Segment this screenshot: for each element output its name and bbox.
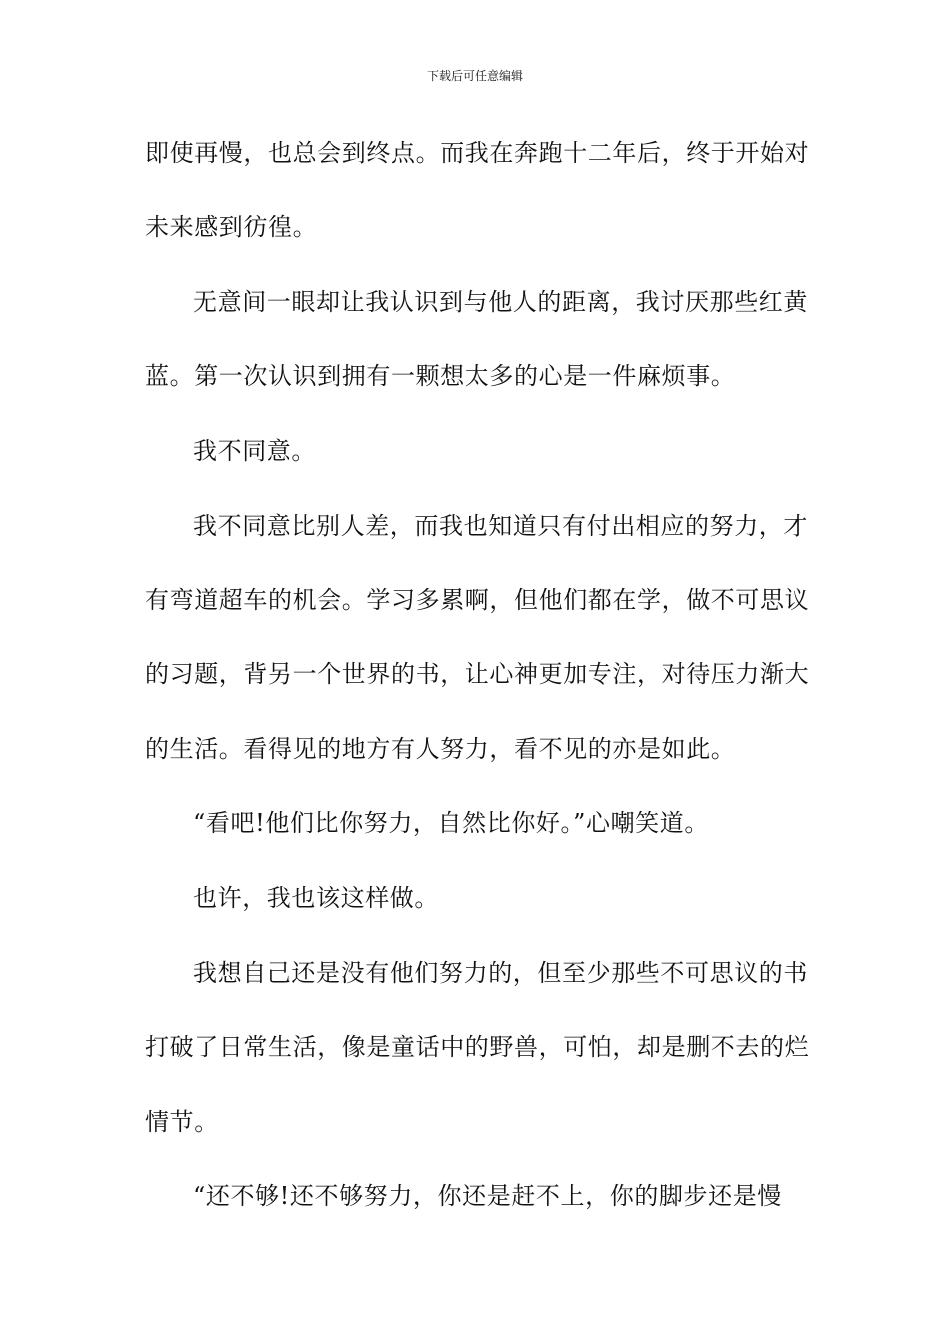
text-line: 打破了日常生活，像是童话中的野兽，可怕，却是删不去的烂 — [145, 1033, 810, 1061]
text-line: 的习题，背另一个世界的书，让心神更加专注，对待压力渐大 — [145, 660, 810, 688]
text-line: 蓝。第一次认识到拥有一颗想太多的心是一件麻烦事。 — [145, 362, 736, 390]
text-line: “还不够!还不够努力，你还是赶不上，你的脚步还是慢 — [193, 1182, 782, 1210]
text-line: 无意间一眼却让我认识到与他人的距离，我讨厌那些红黄 — [193, 288, 808, 316]
text-line: 情节。 — [145, 1108, 219, 1136]
text-line: 的生活。看得见的地方有人努力，看不见的亦是如此。 — [145, 735, 736, 763]
text-line: 即使再慢，也总会到终点。而我在奔跑十二年后，终于开始对 — [145, 139, 810, 167]
text-line: 未来感到彷徨。 — [145, 213, 318, 241]
text-line: 我想自己还是没有他们努力的，但至少那些不可思议的书 — [193, 959, 808, 987]
text-line: 也许，我也该这样做。 — [193, 884, 439, 912]
text-line: 我不同意。 — [193, 437, 316, 465]
text-line: 有弯道超车的机会。学习多累啊，但他们都在学，做不可思议 — [145, 586, 810, 614]
text-line: “看吧!他们比你努力，自然比你好。”心嘲笑道。 — [193, 809, 709, 837]
text-line: 我不同意比别人差，而我也知道只有付出相应的努力，才 — [193, 512, 808, 540]
page-header: 下载后可任意编辑 — [426, 69, 523, 83]
